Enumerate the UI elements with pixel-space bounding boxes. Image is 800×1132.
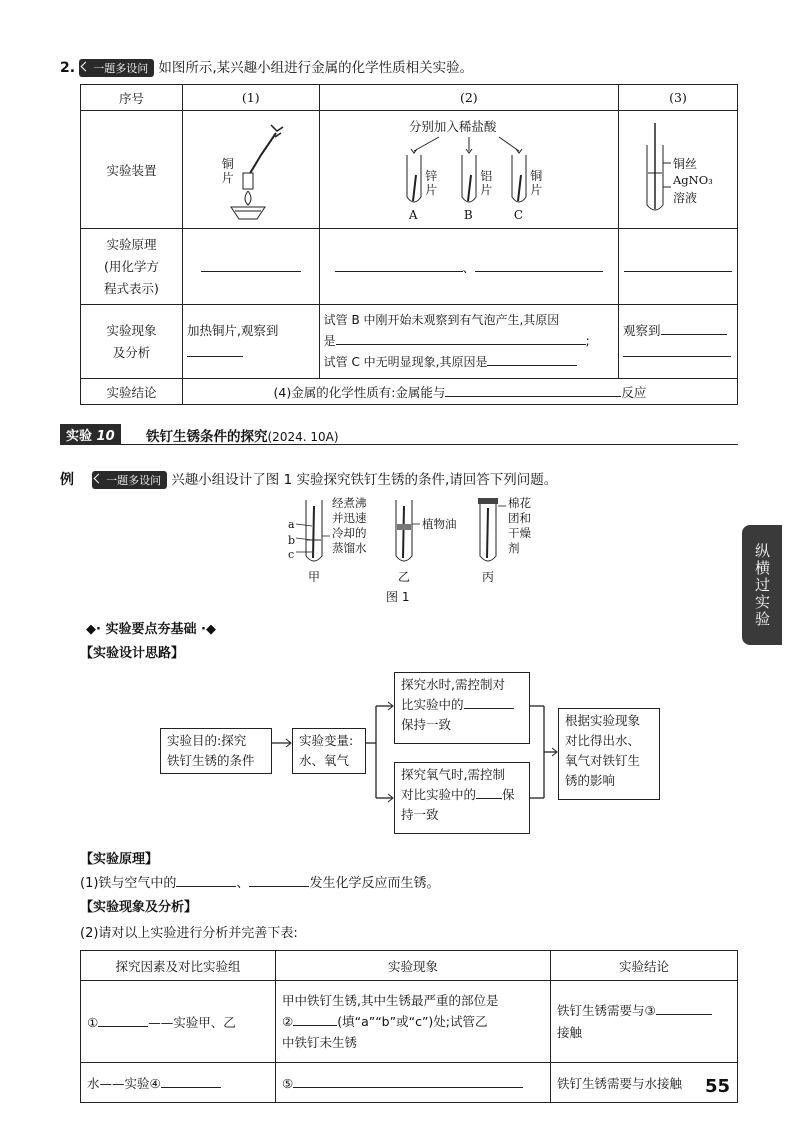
agno3-label: AgNO₃ bbox=[673, 172, 713, 187]
phenomenon-text: 观察到 bbox=[623, 322, 661, 338]
tube-letter: B bbox=[463, 207, 473, 222]
answer-blank[interactable] bbox=[656, 1002, 712, 1015]
answer-blank[interactable] bbox=[98, 1014, 148, 1027]
phenomenon-text: 甲中铁钉生锈,其中生锈最严重的部位是 bbox=[282, 993, 499, 1008]
factor-text: 水——实验④ bbox=[87, 1075, 161, 1091]
zinc-label: 锌片 bbox=[425, 168, 438, 197]
experiment-source: (2024. 10A) bbox=[267, 430, 339, 444]
question-number: 2. bbox=[60, 60, 76, 76]
header-cell: (1) bbox=[182, 85, 319, 111]
point-label: b bbox=[288, 534, 296, 547]
box-line: 水、氧气 bbox=[299, 753, 350, 768]
label-line: 干燥 bbox=[508, 526, 531, 540]
label-line: 并迅速 bbox=[332, 511, 367, 525]
tube-letter: C bbox=[513, 207, 523, 222]
phenomenon-text: (填“a”“b”或“c”)处;试管乙 bbox=[337, 1014, 488, 1029]
row-label-apparatus: 实验装置 bbox=[81, 111, 183, 229]
factor-cell bbox=[81, 981, 276, 1063]
answer-blank[interactable] bbox=[293, 1075, 523, 1088]
page-number: 55 bbox=[705, 1076, 731, 1097]
point-label: c bbox=[288, 548, 295, 561]
analysis-text: (2)请对以上实验进行分析并完善下表: bbox=[80, 926, 298, 941]
principle-label-line: 实验原理 bbox=[106, 236, 157, 252]
diamond-icon: ·◆ bbox=[201, 622, 216, 637]
principle-label-line: (用化学方 bbox=[104, 258, 159, 274]
principle-title: 【实验原理】 bbox=[80, 852, 159, 867]
question-intro: 如图所示,某兴趣小组进行金属的化学性质相关实验。 bbox=[158, 60, 474, 76]
conclusion-text: 反应 bbox=[621, 384, 647, 400]
label-line: 蒸馏水 bbox=[332, 541, 367, 555]
box-line: 对比得出水、 bbox=[565, 733, 641, 748]
box-line: 铁钉生锈的条件 bbox=[167, 753, 255, 768]
figure-caption: 图 1 bbox=[386, 590, 410, 604]
answer-blank[interactable] bbox=[293, 1013, 337, 1026]
copper-wire-label: 铜丝 bbox=[673, 156, 698, 171]
example-intro: 兴趣小组设计了图 1 实验探究铁钉生锈的条件,请回答下列问题。 bbox=[171, 472, 558, 488]
box-line: 持一致 bbox=[401, 807, 439, 822]
phenomenon-cell bbox=[276, 1063, 551, 1103]
phenomenon-text: 试管 C 中无明显现象,其原因是 bbox=[323, 355, 488, 369]
row-label-conclusion: 实验结论 bbox=[81, 379, 183, 405]
multi-question-tag: 一题多设问 bbox=[92, 471, 167, 489]
dilute-hcl-label: 分别加入稀盐酸 bbox=[408, 118, 497, 134]
label-line: 团和 bbox=[508, 511, 531, 525]
label-line: 棉花 bbox=[508, 496, 531, 510]
box-line: 锈的影响 bbox=[565, 773, 616, 788]
header-cell: 序号 bbox=[81, 85, 183, 111]
experiment-number: 10 bbox=[96, 429, 115, 444]
punctuation: ; bbox=[585, 334, 590, 348]
tube-name: 乙 bbox=[398, 570, 411, 584]
purpose-box bbox=[160, 728, 272, 774]
separator: 、 bbox=[462, 259, 476, 275]
solution-label: 溶液 bbox=[673, 190, 698, 205]
phenomenon-text: 加热铜片,观察到 bbox=[186, 322, 279, 338]
conclusion-text: 接触 bbox=[557, 1024, 583, 1040]
label-line: 剂 bbox=[508, 541, 520, 555]
circled-number: ① bbox=[87, 1014, 99, 1030]
header-cell: 实验结论 bbox=[551, 951, 738, 981]
oxygen-control-box bbox=[394, 762, 530, 834]
header-cell: 探究因素及对比实验组 bbox=[81, 951, 276, 981]
separator: 、 bbox=[236, 876, 250, 891]
principle-line bbox=[80, 872, 439, 891]
rust-analysis-table bbox=[80, 950, 738, 1103]
multi-question-tag: 一题多设问 bbox=[79, 59, 154, 77]
factor-cell bbox=[81, 1063, 276, 1103]
factor-text: ——实验甲、乙 bbox=[148, 1014, 236, 1030]
vegetable-oil-label: 植物油 bbox=[422, 517, 457, 531]
example-label: 例 bbox=[60, 472, 74, 488]
conclusion-cell: 铁钉生锈需要与水接触 bbox=[551, 1063, 738, 1103]
label-line: 冷却的 bbox=[332, 526, 367, 540]
answer-blank[interactable] bbox=[161, 1075, 221, 1088]
conclusion-text: 铁钉生锈需要与③ bbox=[557, 1002, 656, 1018]
answer-blank[interactable] bbox=[249, 874, 309, 887]
principle-text: (1)铁与空气中的 bbox=[80, 876, 177, 891]
tube-letter: A bbox=[408, 207, 418, 222]
phenomenon-text: 中铁钉未生锈 bbox=[282, 1035, 358, 1050]
phenomenon-text: 是 bbox=[323, 334, 336, 348]
experiment-title-text: 铁钉生锈条件的探究 bbox=[146, 429, 268, 445]
copper-plate-label: 铜片 bbox=[221, 156, 234, 185]
box-line: 保持一致 bbox=[401, 717, 452, 732]
phenomenon-text: 试管 B 中刚开始未观察到有气泡产生,其原因 bbox=[323, 313, 560, 327]
point-label: a bbox=[288, 518, 295, 531]
phenomenon-label-line: 实验现象 bbox=[106, 322, 157, 338]
conclusion-cell bbox=[551, 981, 738, 1063]
box-line: 比实验中的 bbox=[401, 697, 464, 712]
phenomenon-cell bbox=[276, 981, 551, 1063]
label-line: 经煮沸 bbox=[332, 496, 367, 510]
copper-label: 铜片 bbox=[530, 168, 543, 197]
box-line: 对比实验中的 bbox=[401, 787, 477, 802]
experiment-tag-text: 实验 bbox=[66, 429, 93, 444]
circled-number: ⑤ bbox=[282, 1075, 294, 1091]
header-cell: (2) bbox=[319, 85, 618, 111]
aluminum-label: 铝片 bbox=[480, 168, 493, 197]
circled-number: ② bbox=[282, 1014, 294, 1029]
box-line: 探究水时,需控制对 bbox=[401, 677, 505, 692]
box-line: 实验变量: bbox=[299, 733, 354, 748]
answer-blank[interactable] bbox=[476, 786, 502, 799]
chapter-side-tab: 纵横过实验 bbox=[742, 525, 782, 645]
tube-name: 甲 bbox=[308, 570, 321, 584]
phenomenon-title: 【实验现象及分析】 bbox=[80, 900, 198, 915]
diamond-icon: ◆· bbox=[86, 622, 101, 637]
variable-box bbox=[292, 728, 366, 774]
box-line: 探究氧气时,需控制 bbox=[401, 767, 505, 782]
conclusion-text: (4)金属的化学性质有:金属能与 bbox=[273, 384, 446, 400]
tube-name: 丙 bbox=[482, 570, 495, 584]
basics-title-text: 实验要点夯基础 bbox=[105, 622, 197, 637]
answer-blank[interactable] bbox=[176, 874, 236, 887]
design-title: 【实验设计思路】 bbox=[80, 646, 185, 661]
header-cell: 实验现象 bbox=[276, 951, 551, 981]
result-box bbox=[558, 708, 660, 800]
box-line: 根据实验现象 bbox=[565, 713, 641, 728]
header-cell: (3) bbox=[619, 85, 738, 111]
box-line: 实验目的:探究 bbox=[167, 733, 247, 748]
box-line: 保 bbox=[502, 787, 515, 802]
principle-label-line: 程式表示) bbox=[104, 280, 159, 296]
water-control-box bbox=[394, 672, 530, 744]
principle-text: 发生化学反应而生锈。 bbox=[309, 876, 440, 891]
phenomenon-label-line: 及分析 bbox=[112, 344, 151, 360]
answer-blank[interactable] bbox=[464, 696, 514, 709]
box-line: 氧气对铁钉生 bbox=[565, 753, 641, 768]
